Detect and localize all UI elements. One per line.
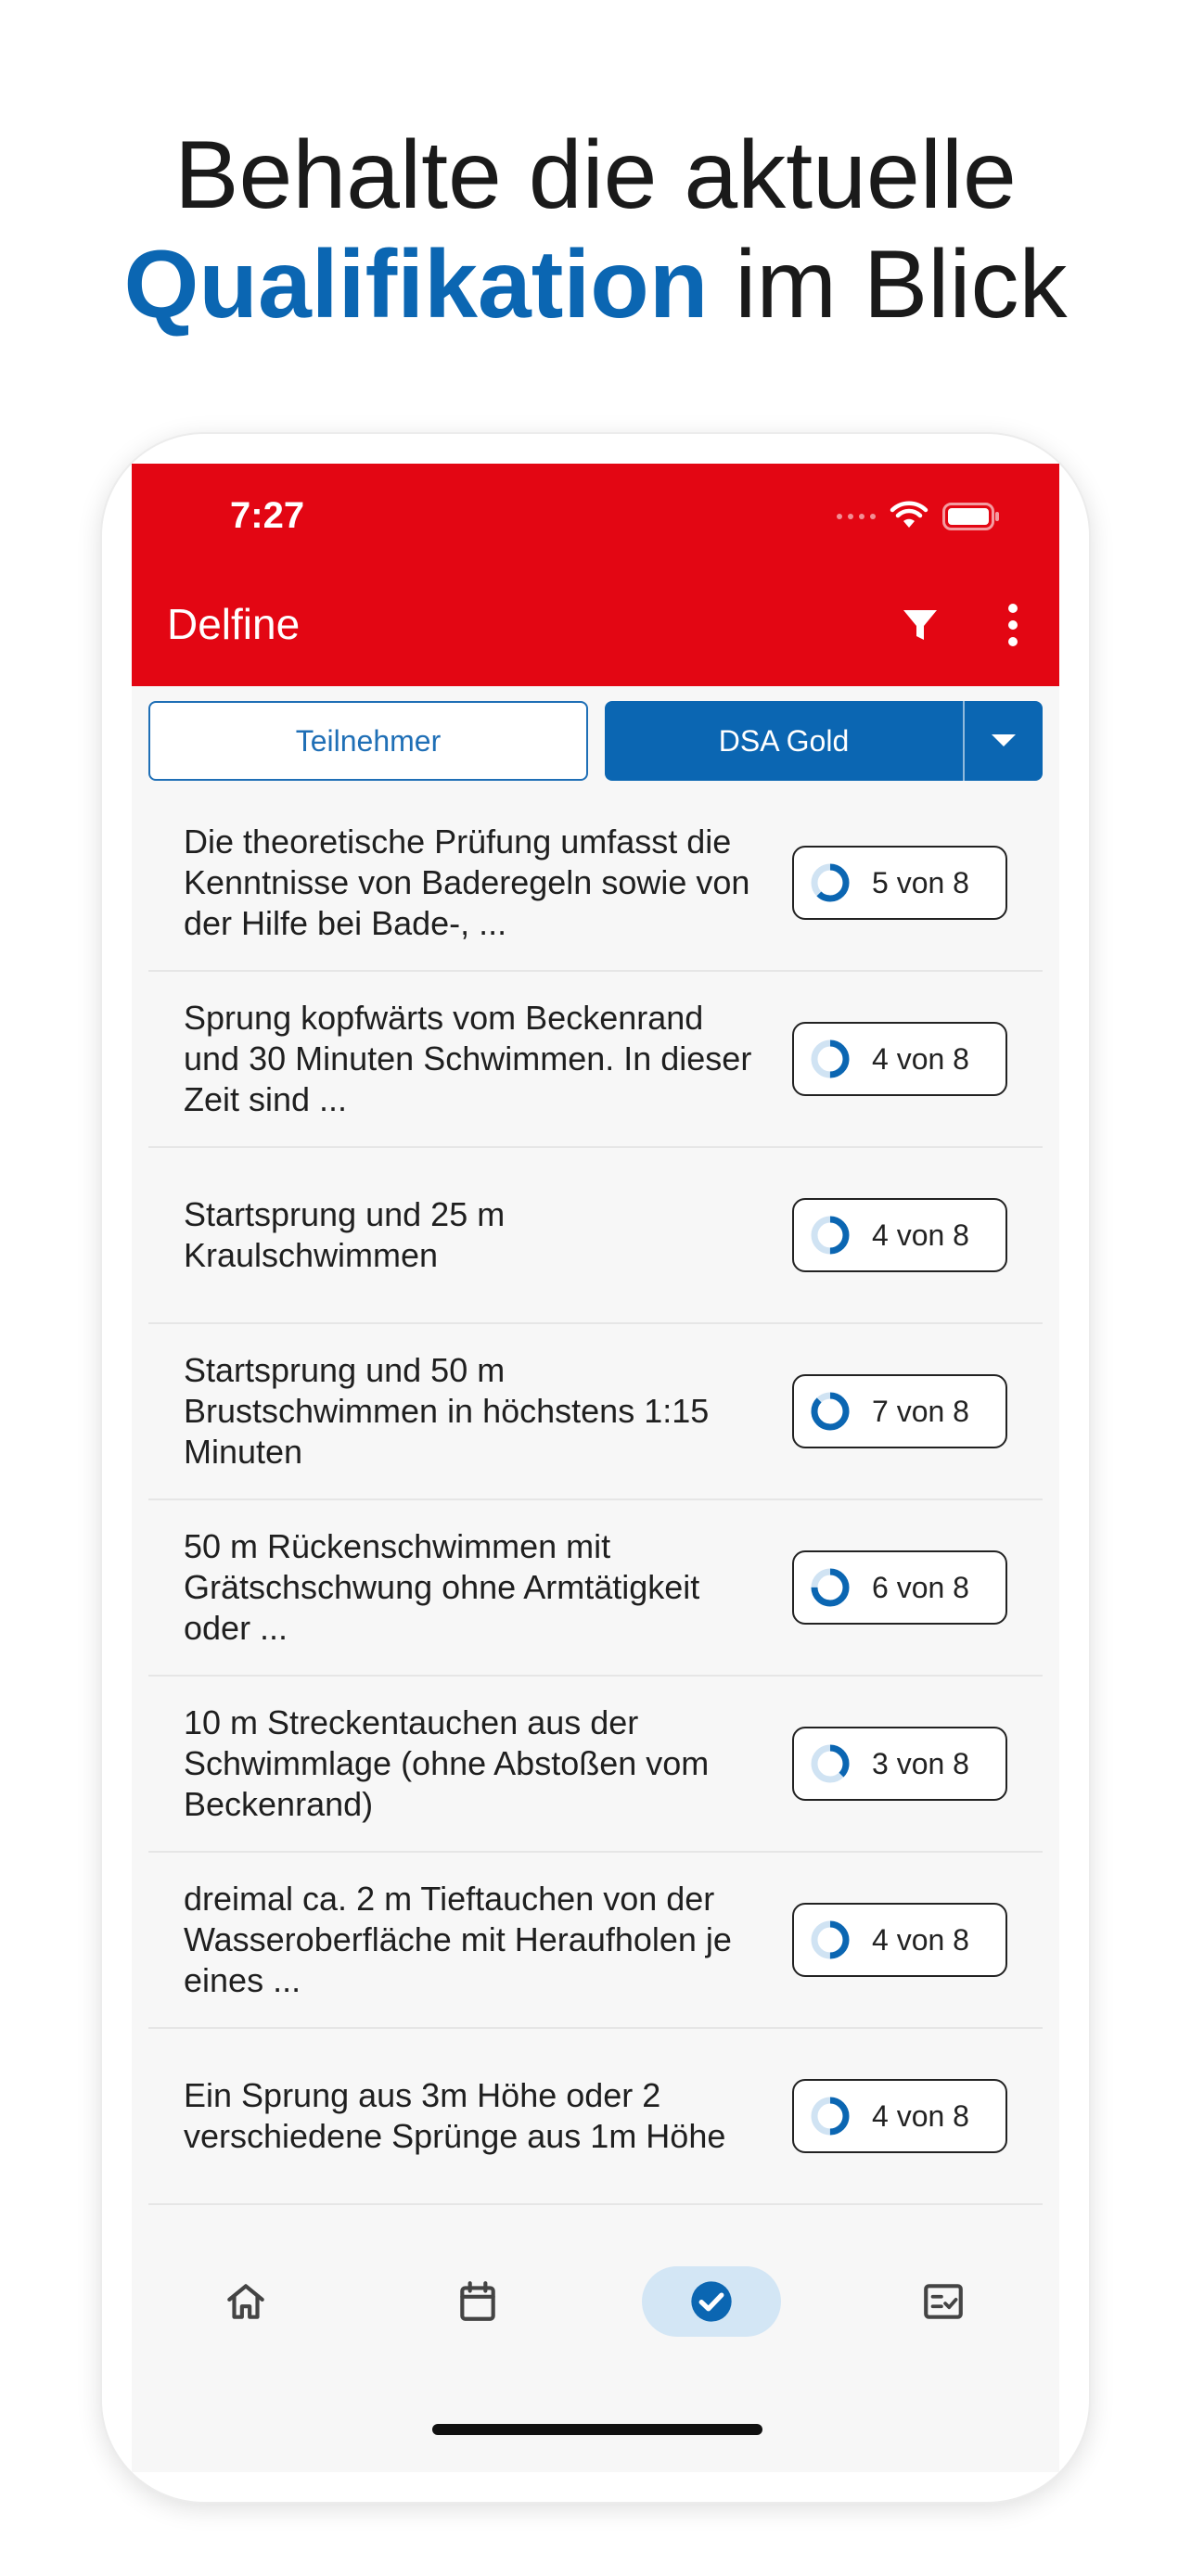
progress-count: 4 von 8	[872, 1922, 969, 1957]
app-bar	[132, 464, 1059, 686]
progress-ring-icon	[809, 1566, 852, 1609]
progress-count: 6 von 8	[872, 1570, 969, 1604]
progress-ring-icon	[809, 1390, 852, 1433]
progress-badge[interactable]	[792, 1022, 1007, 1096]
task-description: dreimal ca. 2 m Tieftauchen von der Wasseroberfläche mit Heraufholen je eines ...	[184, 1880, 732, 1999]
headline	[0, 121, 1191, 339]
more-vert-icon[interactable]	[1002, 601, 1024, 649]
progress-count: 4 von 8	[872, 2098, 969, 2133]
controls	[148, 701, 1043, 781]
nav-calendar[interactable]	[408, 2266, 547, 2337]
app-screen	[132, 464, 1059, 2472]
progress-count: 3 von 8	[872, 1746, 969, 1780]
chevron-down-icon	[992, 734, 1016, 747]
task-row[interactable]	[148, 2029, 1043, 2205]
progress-ring-icon	[809, 861, 852, 904]
participants-button[interactable]: Teilnehmer	[148, 701, 588, 781]
task-row[interactable]	[148, 796, 1043, 972]
progress-badge[interactable]	[792, 2079, 1007, 2153]
headline-line-1: Behalte die aktuelle	[174, 121, 1017, 229]
task-row[interactable]	[148, 1500, 1043, 1677]
progress-badge[interactable]	[792, 1727, 1007, 1801]
bottom-nav	[132, 2218, 1059, 2472]
check-circle-icon	[687, 2277, 736, 2326]
headline-line-2	[0, 230, 1191, 339]
progress-badge[interactable]	[792, 1550, 1007, 1625]
headline-rest: im Blick	[708, 231, 1068, 338]
progress-ring-icon	[809, 1038, 852, 1080]
task-description: 50 m Rückenschwimmen mit Grätschschwung ohne Armtätigkeit oder ...	[184, 1527, 700, 1647]
progress-ring-icon	[809, 1919, 852, 1961]
task-list	[148, 796, 1043, 2218]
task-description: Startsprung und 25 m Kraulschwimmen	[184, 1195, 506, 1274]
status-time: 7:27	[230, 495, 305, 536]
home-indicator	[432, 2424, 762, 2435]
calendar-icon	[455, 2278, 501, 2325]
battery-icon	[942, 503, 1000, 530]
home-icon	[223, 2278, 269, 2325]
progress-badge[interactable]	[792, 1198, 1007, 1272]
dropdown-button[interactable]	[965, 701, 1043, 781]
progress-ring-icon	[809, 2095, 852, 2137]
progress-count: 5 von 8	[872, 865, 969, 899]
task-row[interactable]	[148, 972, 1043, 1148]
task-description: Die theoretische Prüfung umfasst die Kenntnisse von Baderegeln sowie von der Hilfe bei Bade-, ...	[184, 823, 750, 942]
status-icons	[837, 503, 1000, 530]
wifi-icon	[890, 503, 928, 530]
progress-badge[interactable]	[792, 846, 1007, 920]
filter-icon[interactable]	[898, 603, 942, 647]
task-description: Startsprung und 50 m Brustschwimmen in höchstens 1:15 Minuten	[184, 1351, 710, 1471]
checklist-icon	[920, 2278, 967, 2325]
task-row[interactable]	[148, 1148, 1043, 1324]
nav-checklist[interactable]	[874, 2266, 1013, 2337]
progress-ring-icon	[809, 1214, 852, 1256]
task-row[interactable]	[148, 1677, 1043, 1853]
progress-ring-icon	[809, 1742, 852, 1785]
task-row[interactable]	[148, 1324, 1043, 1500]
qualification-select[interactable]	[605, 701, 1043, 781]
app-title: Delfine	[167, 600, 301, 648]
signal-icon	[837, 514, 876, 519]
progress-count: 4 von 8	[872, 1218, 969, 1252]
progress-count: 4 von 8	[872, 1041, 969, 1076]
qualification-selected-label: DSA Gold	[718, 723, 850, 758]
task-description: 10 m Streckentauchen aus der Schwimmlage (ohne Abstoßen vom Beckenrand)	[184, 1703, 710, 1823]
nav-home[interactable]	[176, 2266, 315, 2337]
nav-qualifications[interactable]	[642, 2266, 781, 2337]
progress-badge[interactable]	[792, 1903, 1007, 1977]
progress-ring-fill	[814, 1396, 846, 1427]
phone-frame	[102, 434, 1089, 2502]
progress-count: 7 von 8	[872, 1394, 969, 1428]
task-description: Sprung kopfwärts vom Beckenrand und 30 Minuten Schwimmen. In dieser Zeit sind ...	[184, 999, 752, 1118]
progress-badge[interactable]	[792, 1374, 1007, 1448]
task-row[interactable]	[148, 1853, 1043, 2029]
task-description: Ein Sprung aus 3m Höhe oder 2 verschiedene Sprünge aus 1m Höhe	[184, 2076, 726, 2155]
headline-accent: Qualifikation	[123, 231, 709, 338]
